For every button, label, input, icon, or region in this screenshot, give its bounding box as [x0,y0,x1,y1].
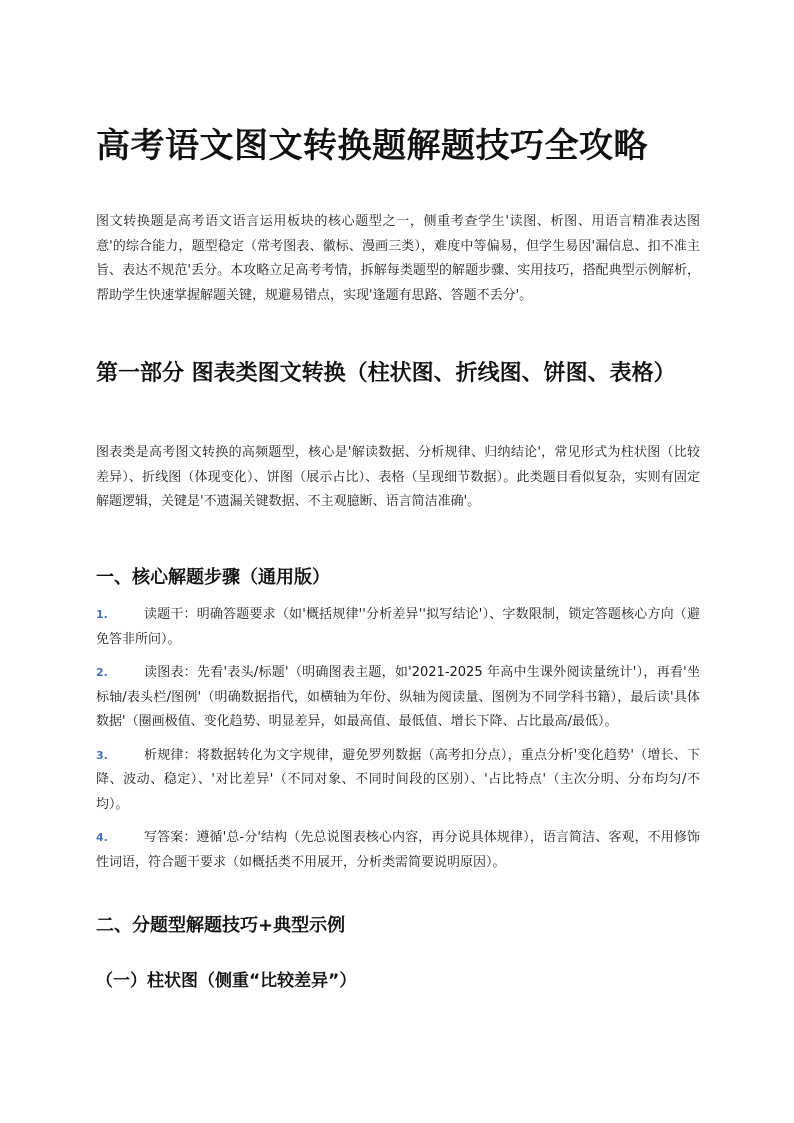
list-item [96,826,700,875]
section-heading-charts: 第一部分 图表类图文转换（柱状图、折线图、饼图、表格） [96,361,676,386]
list-item-number: 1. [96,608,108,621]
list-item [96,661,700,735]
document-title: 高考语文图文转换题解题技巧全攻略 [96,126,648,166]
list-item-text: 写答案：遵循'总-分'结构（先总说图表核心内容，再分说具体规律），语言简洁、客观，不用修饰性词语，符合题干要求（如概括类不用展开，分析类需简要说明原因）。 [96,830,700,870]
steps-list [96,603,700,884]
list-item-text: 读图表：先看'表头/标题'（明确图表主题，如'2021-2025 年高中生课外阅读量统计'），再看'坐标轴/表头栏/图例'（明确数据指代，如横轴为年份、纵轴为阅读量、图例为不同学科书籍），最后读'具体数据'（圈画极值、变化趋势、明显差异，如最高值、最低值、增长下降、占比最高/最低）。 [96,665,700,729]
list-item-number: 4. [96,831,108,844]
list-item-number: 3. [96,748,108,762]
list-item-text: 析规律：将数据转化为文字规律，避免罗列数据（高考扣分点），重点分析'变化趋势'（增长、下降、波动、稳定）、'对比差异'（不同对象、不同时间段的区别）、'占比特点'（主次分明、分布均匀/不均）。 [96,747,700,812]
list-item [96,744,700,818]
types-heading: 二、分题型解题技巧+典型示例 [96,915,346,936]
list-item [96,603,700,652]
steps-heading: 一、核心解题步骤（通用版） [96,567,330,588]
list-item-number: 2. [96,666,108,679]
list-item-text: 读题干：明确答题要求（如'概括规律''分析差异''拟写结论'）、字数限制，锁定答题核心方向（避免答非所问）。 [96,607,700,647]
intro-paragraph: 图文转换题是高考语文语言运用板块的核心题型之一，侧重考查学生'读图、析图、用语言精准表达图意'的综合能力，题型稳定（常考图表、徽标、漫画三类），难度中等偏易，但学生易因'漏信息、扣不准主旨、表达不规范'丢分。本攻略立足高考考情，拆解每类题型的解题步骤、实用技巧，搭配典型示例解析，帮助学生快速掌握解题关键，规避易错点，实现'逢题有思路、答题不丢分'。 [96,214,700,303]
section-paragraph-charts: 图表类是高考图文转换的高频题型，核心是'解读数据、分析规律、归纳结论'，常见形式为柱状图（比较差异）、折线图（体现变化）、饼图（展示占比）、表格（呈现细节数据）。此类题目看似复杂，实则有固定解题逻辑，关键是'不遗漏关键数据、不主观臆断、语言简洁准确'。 [96,445,700,509]
bar-chart-subheading: （一）柱状图（侧重“比较差异”） [96,971,357,991]
